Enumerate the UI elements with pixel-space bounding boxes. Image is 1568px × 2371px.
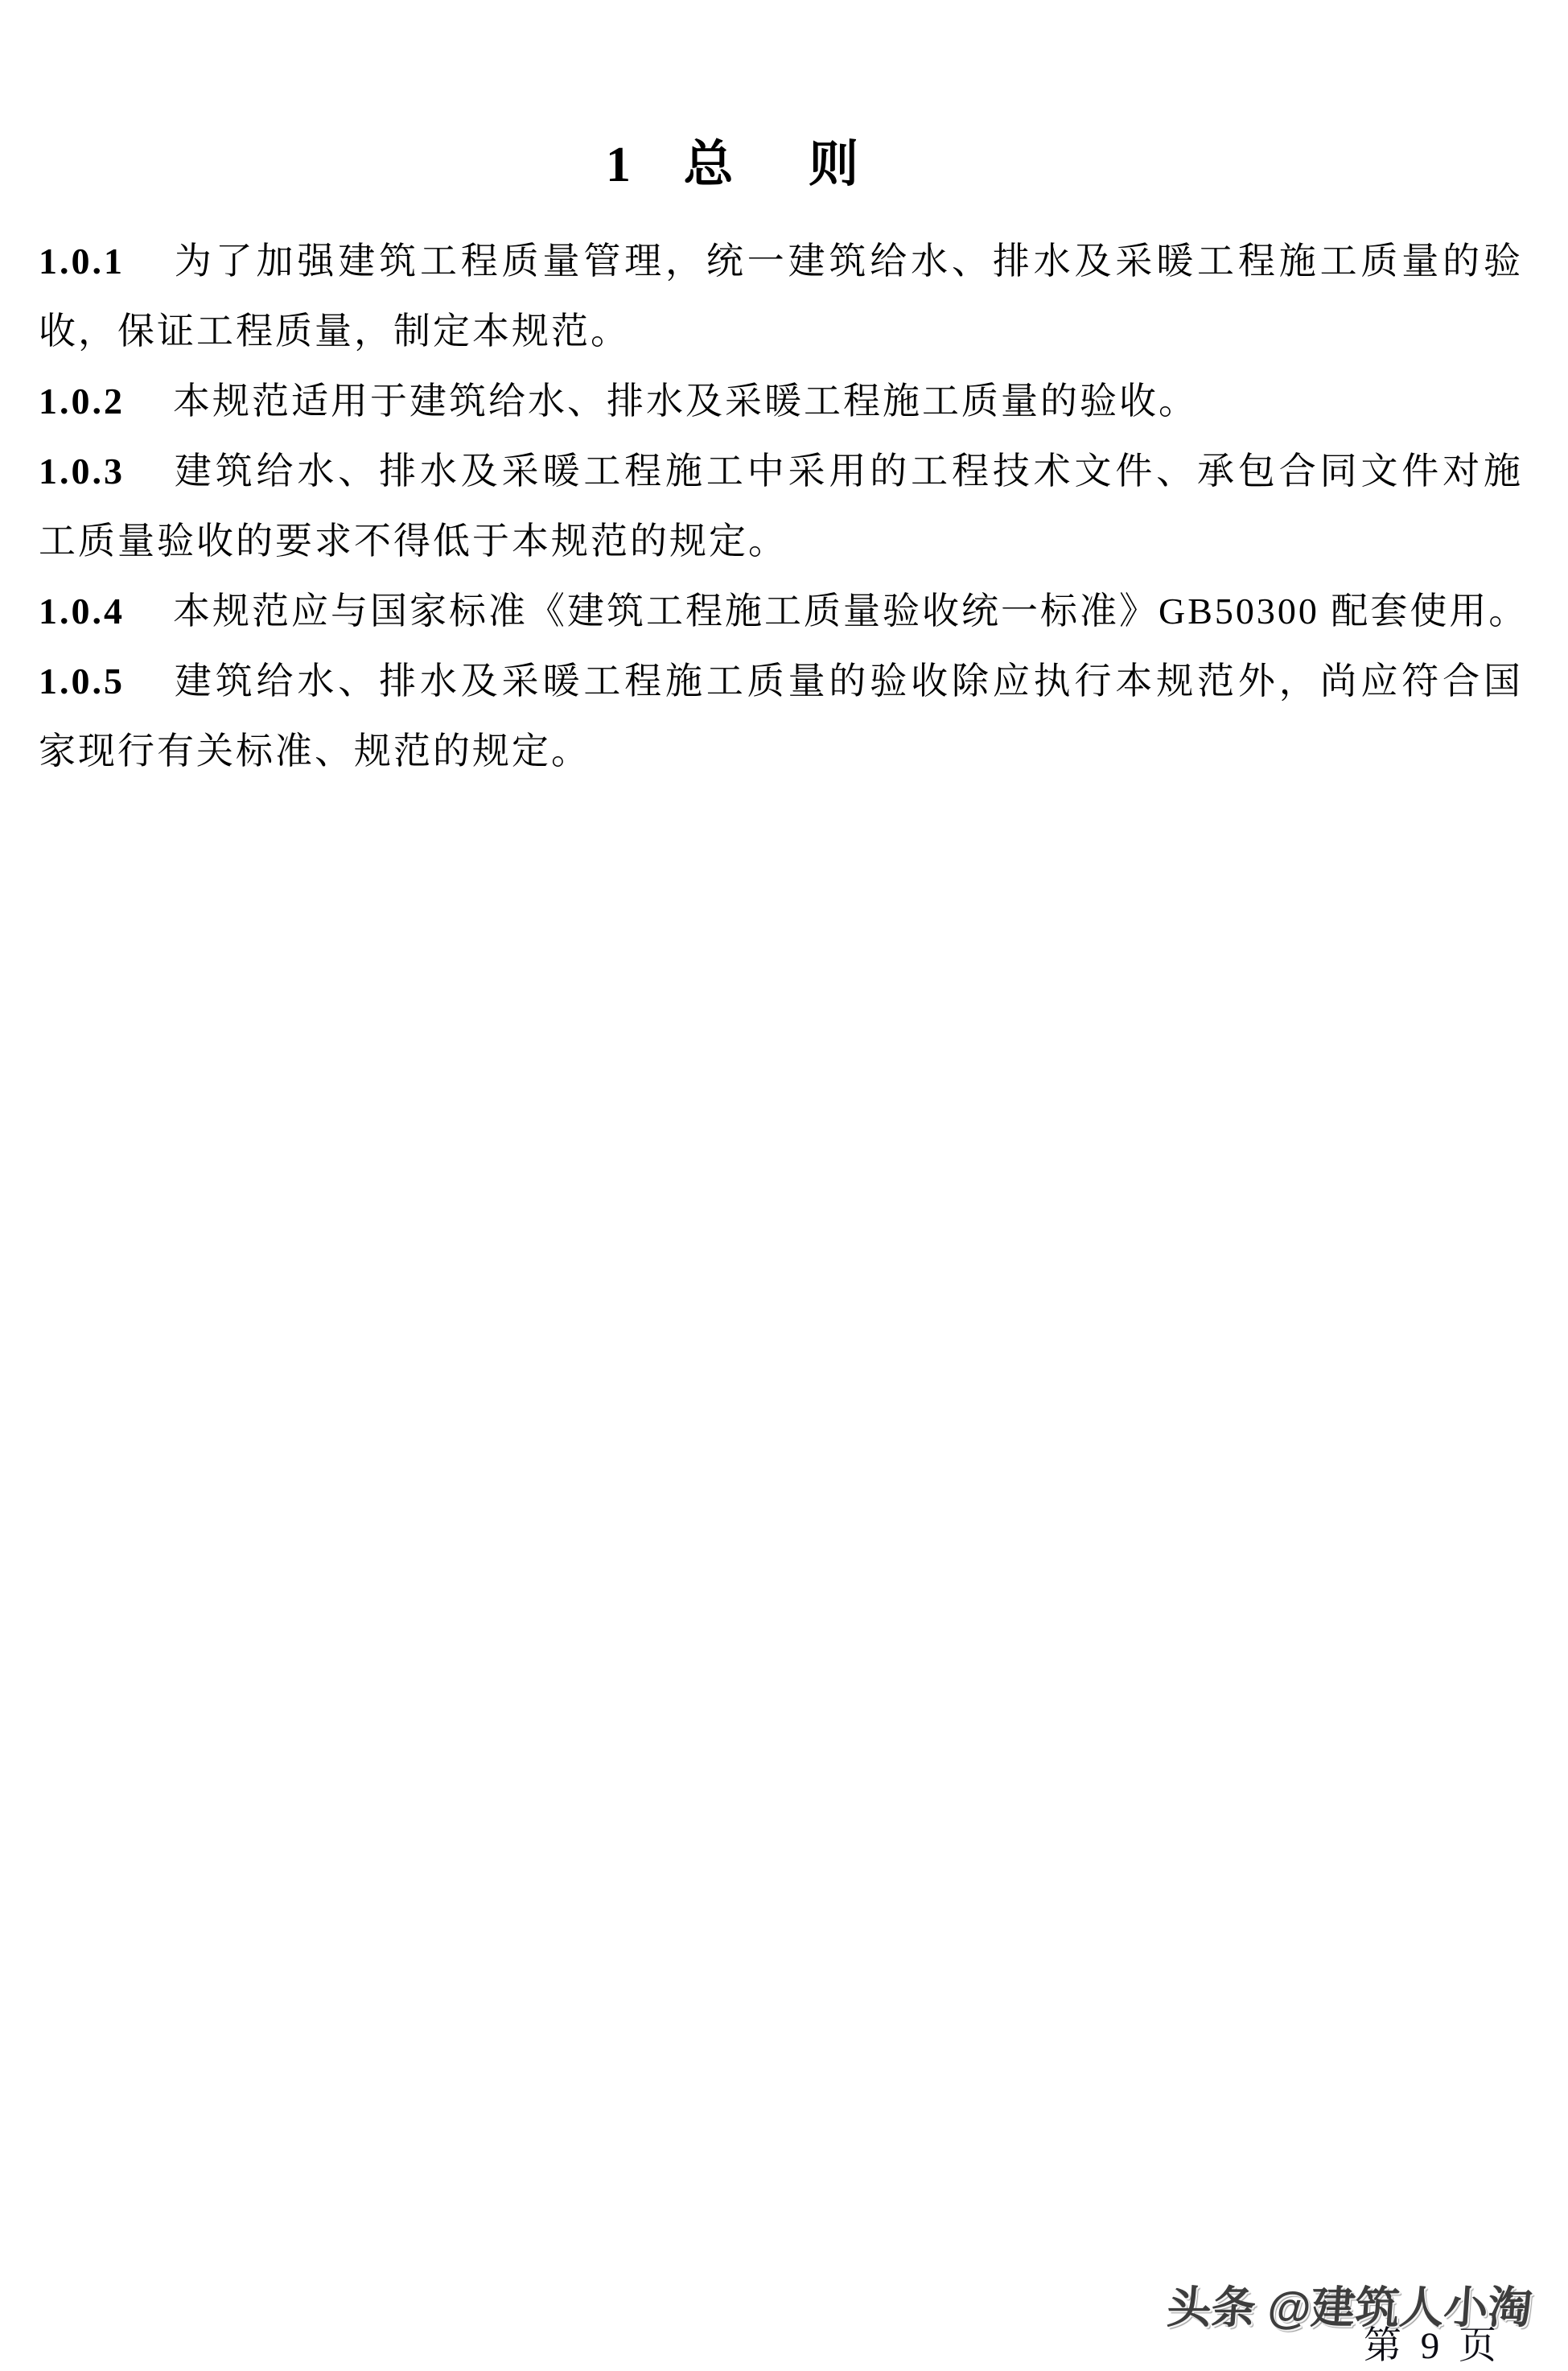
clause-text: 建筑给水、排水及采暖工程施工质量的验收除应执行本规范外，尚应符合国	[173, 661, 1523, 702]
title-char-2: 则	[809, 138, 859, 192]
clause-text: 工质量验收的要求不得低于本规范的规定。	[39, 521, 788, 562]
clause-1.0.4-line-1	[39, 576, 1529, 646]
page-number: 第 9 页	[1364, 2325, 1501, 2367]
page-title	[606, 135, 858, 195]
clause-text: 本规范应与国家标准《建筑工程施工质量验收统一标准》GB50300 配套使用。	[173, 591, 1529, 632]
title-char-1: 总	[683, 138, 734, 192]
clause-1.0.5-line-1	[39, 646, 1523, 716]
clause-number: 1.0.5	[39, 661, 125, 702]
clause-1.0.1-line-1	[39, 226, 1523, 296]
clause-number: 1.0.4	[39, 591, 125, 632]
toutiao-watermark: 头条 @建筑人小淘	[1165, 2282, 1534, 2332]
clause-1.0.1-line-2	[39, 296, 1523, 366]
clause-1.0.3-line-2	[39, 506, 1523, 576]
document-body	[39, 226, 1529, 786]
clause-number: 1.0.2	[39, 381, 125, 422]
clause-text: 收，保证工程质量，制定本规范。	[39, 311, 630, 352]
clause-number: 1.0.1	[39, 241, 125, 282]
title-chapter-number: 1	[606, 138, 631, 192]
clause-1.0.2-line-1	[39, 366, 1523, 436]
clause-1.0.3-line-1	[39, 436, 1523, 506]
clause-text: 本规范适用于建筑给水、排水及采暖工程施工质量的验收。	[173, 381, 1198, 422]
clause-1.0.5-line-2	[39, 716, 1523, 786]
clause-text: 为了加强建筑工程质量管理，统一建筑给水、排水及采暖工程施工质量的验	[173, 241, 1523, 282]
clause-number: 1.0.3	[39, 451, 125, 492]
clause-text: 家现行有关标准、规范的规定。	[39, 731, 591, 772]
clause-text: 建筑给水、排水及采暖工程施工中采用的工程技术文件、承包合同文件对施	[173, 451, 1523, 492]
